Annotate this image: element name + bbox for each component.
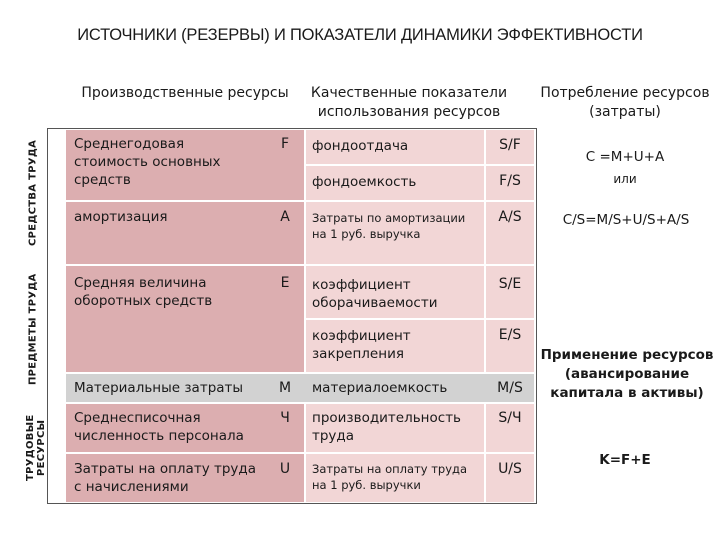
header-consumption: Потребление ресурсов (затраты)	[540, 85, 710, 120]
formula-cost-per-sale: C/S=M/S+U/S+A/S	[562, 212, 690, 228]
header-production: Производственные ресурсы	[81, 85, 289, 101]
side-label-labor: ТРУДОВЫЕ РЕСУРСЫ	[25, 414, 47, 481]
page-title: ИСТОЧНИКИ (РЕЗЕРВЫ) И ПОКАЗАТЕЛИ ДИНАМИКИ ЭФФЕКТИВНОСТИ	[77, 26, 643, 44]
current-assets-label: Средняя величина оборотных средств	[74, 275, 213, 309]
or-label: или	[613, 172, 637, 186]
headcount-indicator: производительность труда	[312, 410, 462, 444]
wages-symbol: U	[279, 461, 291, 477]
bottom-border	[47, 503, 537, 504]
current-ind2-formula: E/S	[498, 327, 522, 343]
fixed-ind2-label: фондоемкость	[312, 174, 417, 190]
left-border	[47, 128, 48, 504]
fixed-ind1-label: фондоотдача	[312, 138, 409, 154]
headcount-label: Среднесписочная численность персонала	[74, 410, 244, 444]
fixed-assets-label: Среднегодовая стоимость основных средств	[74, 136, 221, 188]
headcount-symbol: Ч	[280, 410, 290, 426]
wages-formula: U/S	[498, 461, 522, 477]
fixed-assets-symbol: F	[280, 136, 290, 152]
header-quality: Качественные показатели использования ресурсов	[310, 85, 508, 120]
top-border	[47, 128, 537, 129]
materials-indicator: материалоемкость	[312, 380, 448, 396]
side-label-objects: ПРЕДМЕТЫ ТРУДА	[27, 273, 39, 386]
amortization-formula: A/S	[498, 209, 522, 225]
right-border	[536, 128, 537, 504]
wages-indicator: Затраты на оплату труда на 1 руб. выручки	[312, 462, 468, 492]
formula-capital: K=F+E	[599, 452, 651, 468]
side-label-means: СРЕДСТВА ТРУДА	[27, 139, 39, 246]
current-ind2-label: коэффициент закрепления	[312, 328, 411, 362]
current-assets-symbol: E	[280, 275, 290, 291]
amortization-symbol: A	[280, 209, 290, 225]
fixed-ind1-formula: S/F	[499, 137, 521, 153]
amortization-ind-label: Затраты по амортизации на 1 руб. выручка	[312, 211, 466, 241]
current-ind1-formula: S/E	[498, 276, 522, 292]
headcount-formula: S/Ч	[498, 410, 522, 426]
amortization-label: амортизация	[74, 209, 168, 225]
formula-total-cost: С =M+U+A	[585, 149, 665, 165]
current-ind1-label: коэффициент оборачиваемости	[312, 277, 438, 311]
wages-label: Затраты на оплату труда с начислениями	[74, 461, 256, 495]
fixed-ind2-formula: F/S	[499, 173, 521, 189]
materials-label: Материальные затраты	[74, 380, 244, 396]
materials-formula: M/S	[497, 380, 523, 396]
materials-symbol: M	[278, 380, 292, 396]
application-label: Применение ресурсов (авансирование капитала в активы)	[540, 347, 714, 401]
current-ind1-formula-bg	[486, 266, 534, 318]
